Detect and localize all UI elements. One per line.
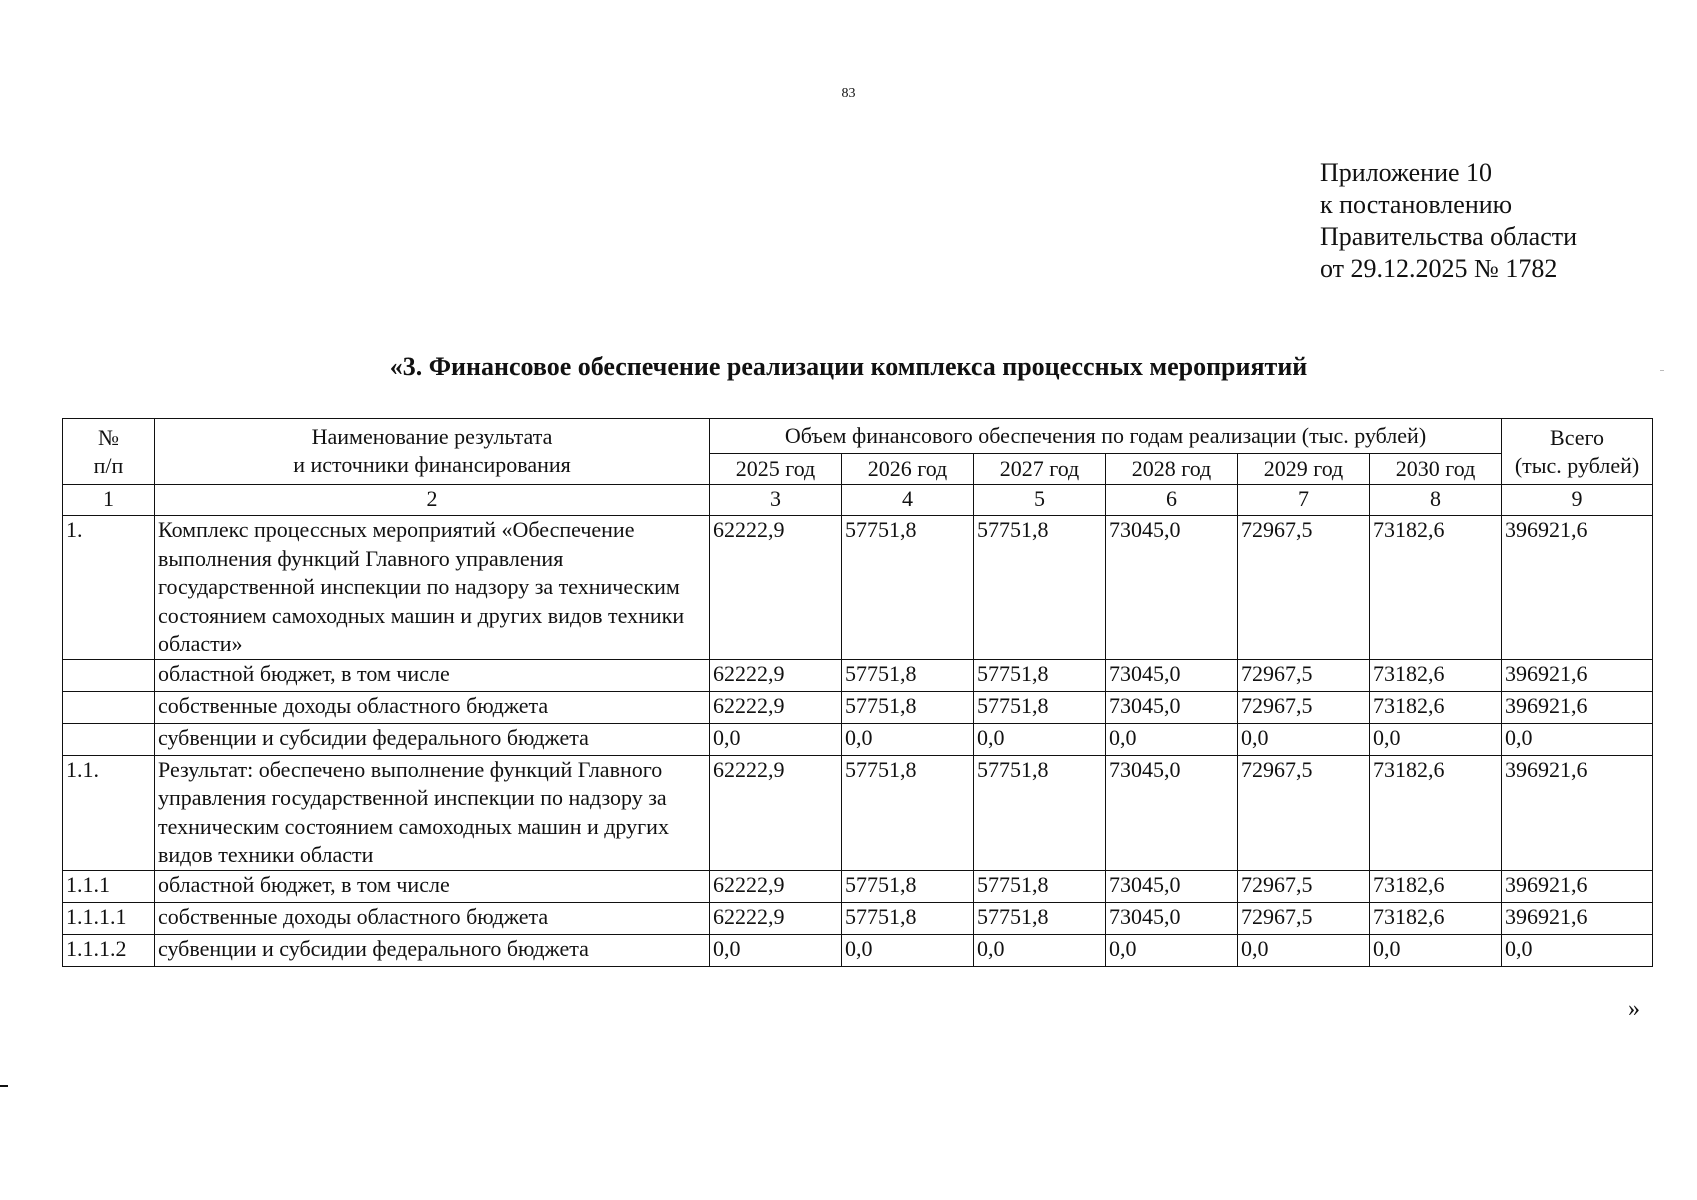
value-2029: 72967,5	[1238, 870, 1370, 902]
value-2030: 0,0	[1370, 934, 1502, 966]
column-index: 8	[1370, 485, 1502, 516]
value-2029: 0,0	[1238, 723, 1370, 755]
value-2027: 0,0	[974, 723, 1106, 755]
value-2030: 73182,6	[1370, 870, 1502, 902]
header-volume: Объем финансового обеспечения по годам реализации (тыс. рублей)	[710, 419, 1502, 454]
value-2030: 0,0	[1370, 723, 1502, 755]
header-number-line: №	[98, 424, 119, 450]
row-number	[63, 691, 155, 723]
row-number: 1.1.	[63, 755, 155, 870]
row-number: 1.1.1.2	[63, 934, 155, 966]
value-2028: 73045,0	[1106, 659, 1238, 691]
header-name-line: Наименование результата	[311, 424, 553, 449]
value-2028: 0,0	[1106, 723, 1238, 755]
row-number: 1.1.1	[63, 870, 155, 902]
value-total: 0,0	[1502, 934, 1653, 966]
value-2027: 0,0	[974, 934, 1106, 966]
value-2026: 57751,8	[842, 659, 974, 691]
row-name: областной бюджет, в том числе	[155, 659, 710, 691]
header-number-line: п/п	[93, 452, 124, 478]
value-2027: 57751,8	[974, 691, 1106, 723]
column-index-row	[63, 485, 1653, 516]
column-index: 7	[1238, 485, 1370, 516]
appendix-note	[1320, 157, 1577, 285]
row-name: Результат: обеспечено выполнение функций Главного управления государственной инспекции по надзору за техническим состоянием самоходных машин и других видов техники области	[155, 755, 710, 870]
value-2025: 62222,9	[710, 659, 842, 691]
value-2030: 73182,6	[1370, 755, 1502, 870]
table-row	[63, 659, 1653, 691]
value-2028: 0,0	[1106, 934, 1238, 966]
value-2026: 57751,8	[842, 691, 974, 723]
value-2026: 0,0	[842, 723, 974, 755]
column-index: 6	[1106, 485, 1238, 516]
header-year: 2029 год	[1238, 454, 1370, 485]
column-index: 9	[1502, 485, 1653, 516]
value-2026: 57751,8	[842, 870, 974, 902]
column-index: 3	[710, 485, 842, 516]
header-total-line: Всего	[1550, 424, 1604, 450]
value-2029: 72967,5	[1238, 902, 1370, 934]
value-2026: 0,0	[842, 934, 974, 966]
value-2028: 73045,0	[1106, 870, 1238, 902]
value-2026: 57751,8	[842, 516, 974, 660]
row-name: Комплекс процессных мероприятий «Обеспечение выполнения функций Главного управления государственной инспекции по надзору за техническим состоянием самоходных машин и других видов техники области»	[155, 516, 710, 660]
value-2028: 73045,0	[1106, 902, 1238, 934]
header-year: 2030 год	[1370, 454, 1502, 485]
value-2029: 72967,5	[1238, 659, 1370, 691]
value-2027: 57751,8	[974, 870, 1106, 902]
value-2025: 62222,9	[710, 902, 842, 934]
scan-edge-mark	[0, 1085, 8, 1087]
value-total: 396921,6	[1502, 870, 1653, 902]
value-2025: 62222,9	[710, 516, 842, 660]
header-number	[63, 419, 155, 485]
value-2025: 0,0	[710, 934, 842, 966]
value-2025: 62222,9	[710, 755, 842, 870]
value-total: 0,0	[1502, 723, 1653, 755]
value-total: 396921,6	[1502, 691, 1653, 723]
page-number: 83	[841, 86, 856, 101]
row-number: 1.	[63, 516, 155, 660]
header-year: 2026 год	[842, 454, 974, 485]
column-index: 5	[974, 485, 1106, 516]
row-name: собственные доходы областного бюджета	[155, 902, 710, 934]
value-2026: 57751,8	[842, 902, 974, 934]
value-2028: 73045,0	[1106, 691, 1238, 723]
table-row	[63, 902, 1653, 934]
scan-artifact	[1660, 370, 1664, 371]
header-name-line: и источники финансирования	[293, 452, 571, 477]
value-2027: 57751,8	[974, 755, 1106, 870]
row-number	[63, 723, 155, 755]
header-year: 2028 год	[1106, 454, 1238, 485]
value-2028: 73045,0	[1106, 755, 1238, 870]
column-index: 1	[63, 485, 155, 516]
value-2027: 57751,8	[974, 659, 1106, 691]
value-2030: 73182,6	[1370, 659, 1502, 691]
column-index: 4	[842, 485, 974, 516]
header-total	[1502, 419, 1653, 485]
value-2025: 62222,9	[710, 870, 842, 902]
closing-quote: »	[1628, 996, 1640, 1022]
table-row	[63, 870, 1653, 902]
document-title: «3. Финансовое обеспечение реализации комплекса процессных мероприятий	[389, 352, 1308, 381]
row-number: 1.1.1.1	[63, 902, 155, 934]
value-2025: 0,0	[710, 723, 842, 755]
value-2029: 72967,5	[1238, 691, 1370, 723]
value-2029: 72967,5	[1238, 755, 1370, 870]
table-row	[63, 723, 1653, 755]
appendix-line: к постановлению	[1320, 190, 1513, 219]
value-total: 396921,6	[1502, 902, 1653, 934]
financing-table	[62, 418, 1653, 967]
value-2030: 73182,6	[1370, 516, 1502, 660]
value-2027: 57751,8	[974, 902, 1106, 934]
header-year: 2027 год	[974, 454, 1106, 485]
value-2027: 57751,8	[974, 516, 1106, 660]
appendix-line: от 29.12.2025 № 1782	[1320, 254, 1558, 283]
appendix-line: Приложение 10	[1320, 158, 1493, 187]
header-year: 2025 год	[710, 454, 842, 485]
row-name: областной бюджет, в том числе	[155, 870, 710, 902]
row-number	[63, 659, 155, 691]
header-name	[155, 419, 710, 485]
table-row	[63, 691, 1653, 723]
row-name: субвенции и субсидии федерального бюджета	[155, 934, 710, 966]
table-row	[63, 934, 1653, 966]
value-2029: 72967,5	[1238, 516, 1370, 660]
row-name: собственные доходы областного бюджета	[155, 691, 710, 723]
table-row	[63, 516, 1653, 660]
value-2026: 57751,8	[842, 755, 974, 870]
value-total: 396921,6	[1502, 755, 1653, 870]
value-2025: 62222,9	[710, 691, 842, 723]
value-total: 396921,6	[1502, 516, 1653, 660]
value-total: 396921,6	[1502, 659, 1653, 691]
column-index: 2	[155, 485, 710, 516]
value-2030: 73182,6	[1370, 902, 1502, 934]
table-row	[63, 755, 1653, 870]
table-header-row	[63, 419, 1653, 454]
row-name: субвенции и субсидии федерального бюджета	[155, 723, 710, 755]
value-2028: 73045,0	[1106, 516, 1238, 660]
value-2030: 73182,6	[1370, 691, 1502, 723]
value-2029: 0,0	[1238, 934, 1370, 966]
header-total-line: (тыс. рублей)	[1514, 452, 1640, 478]
appendix-line: Правительства области	[1320, 222, 1578, 251]
